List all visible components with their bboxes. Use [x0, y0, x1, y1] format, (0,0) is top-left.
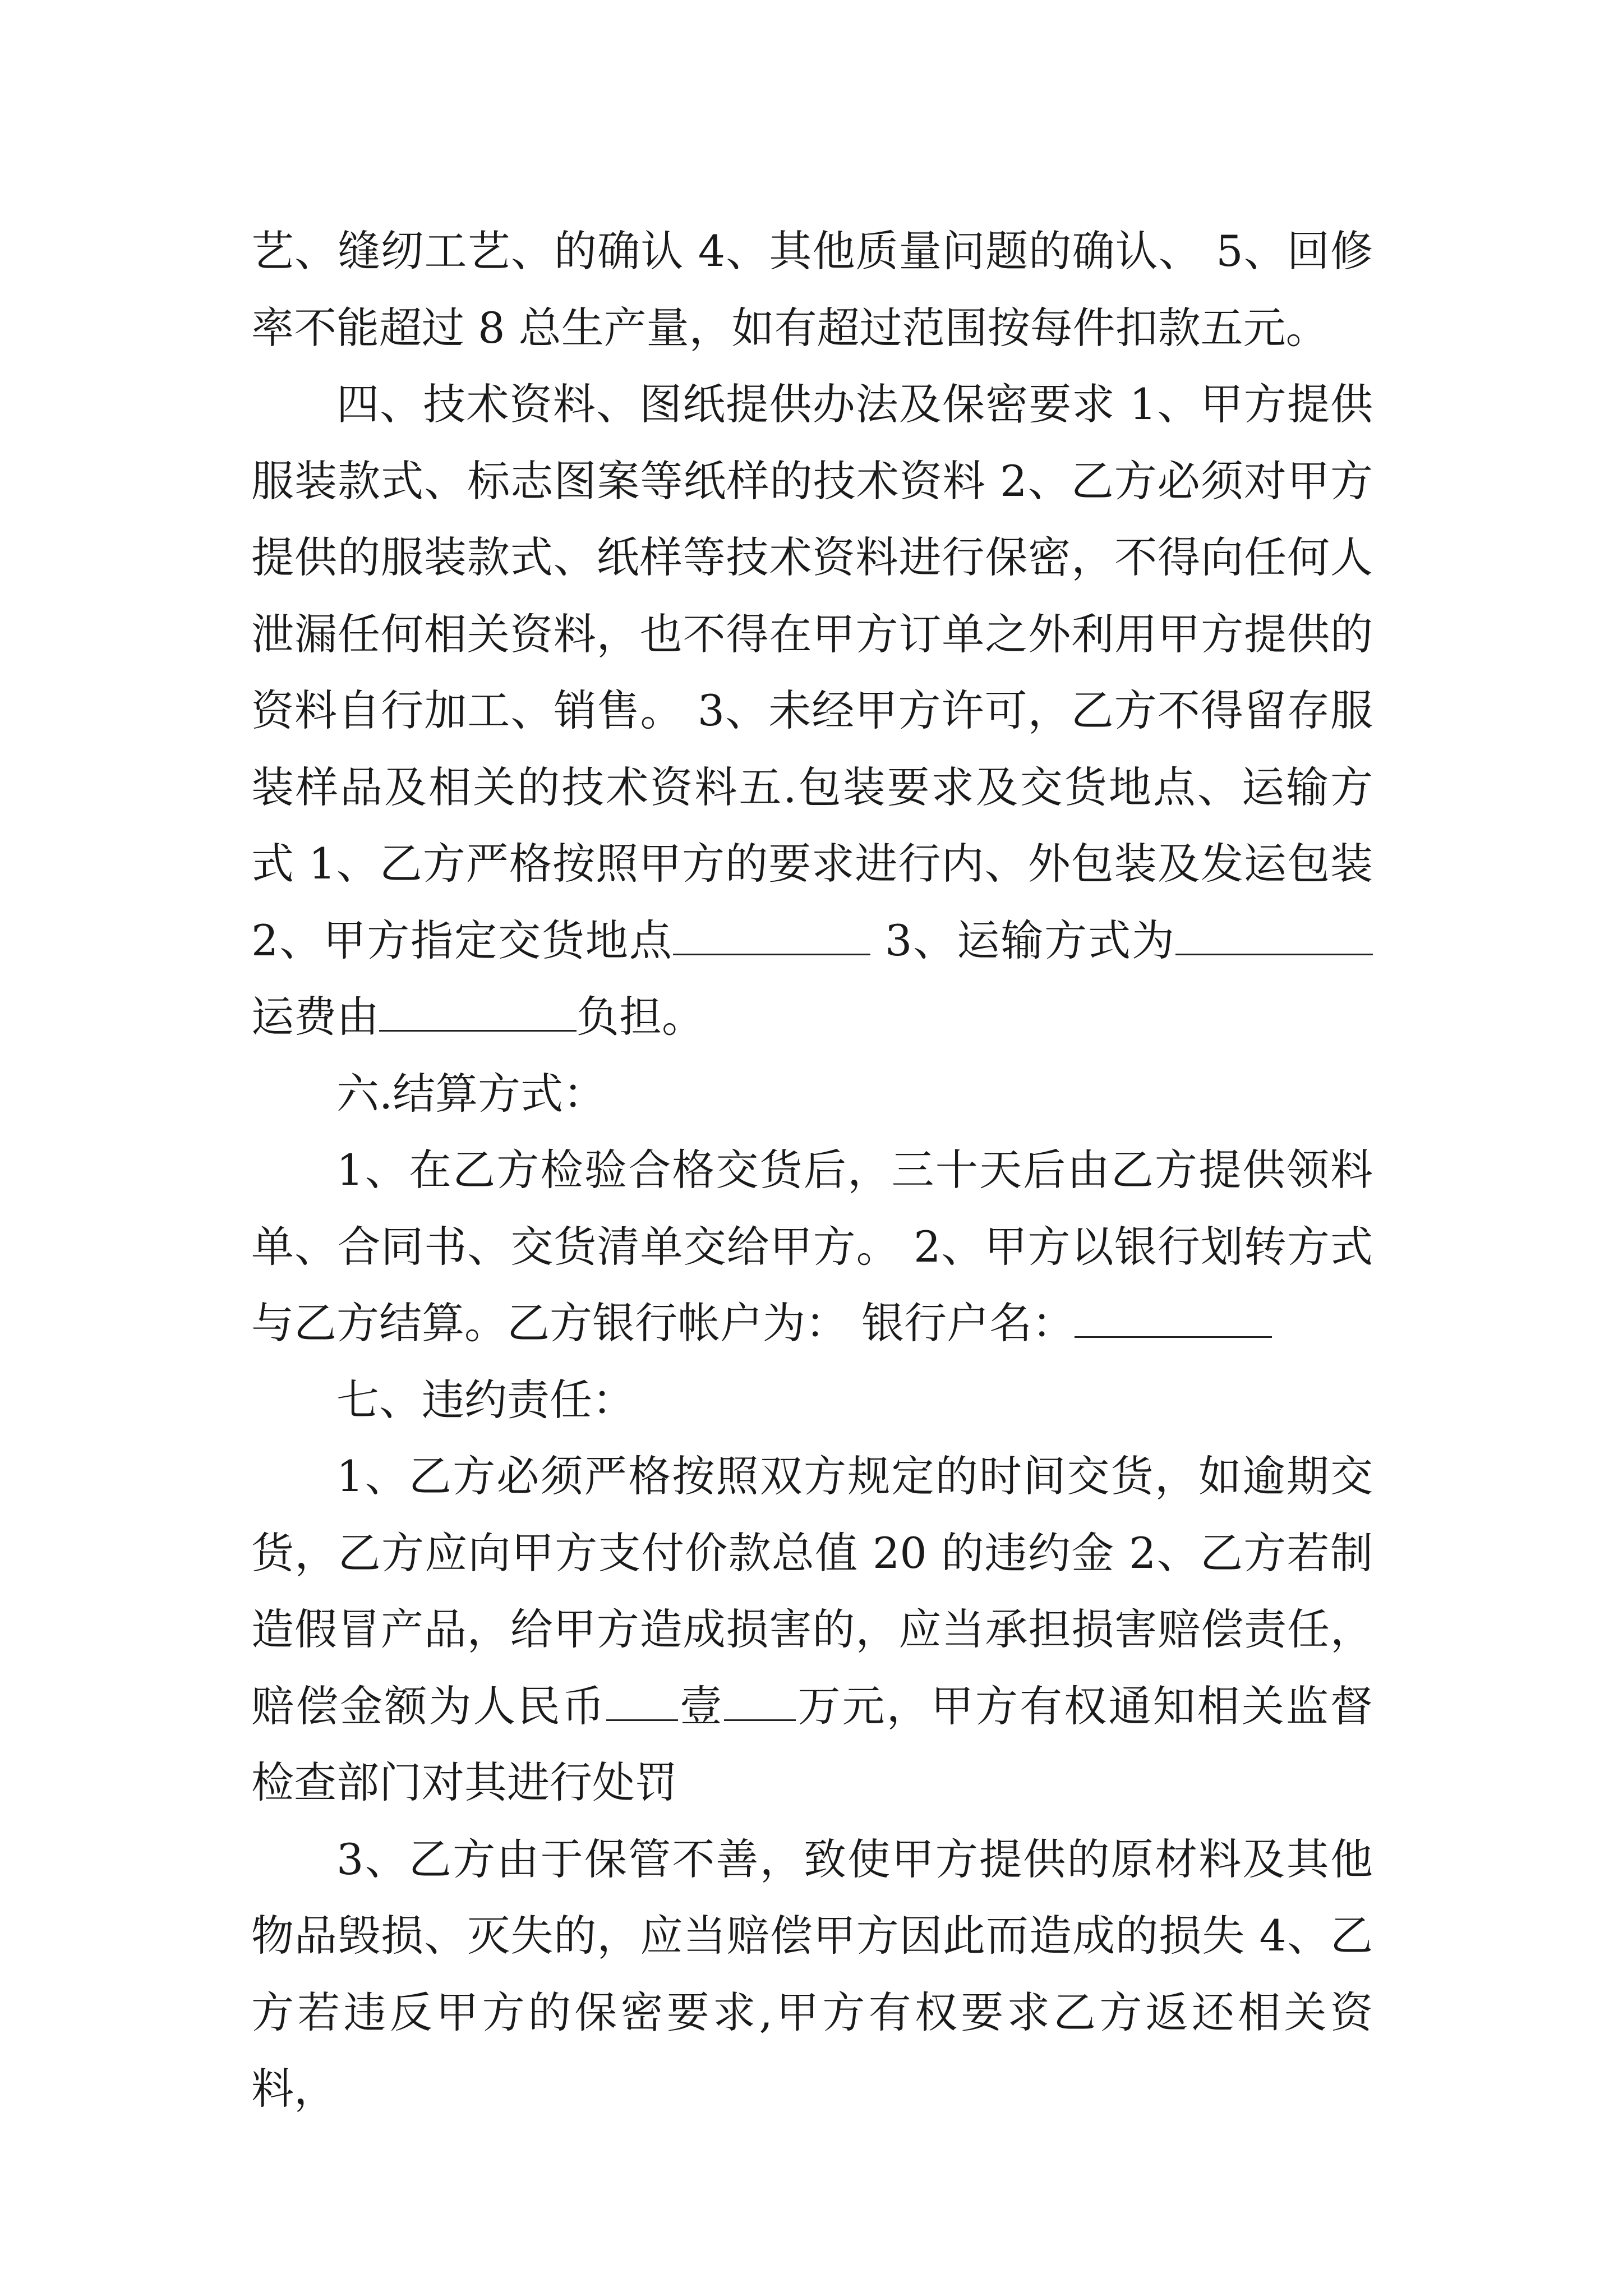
settlement-heading-text: 六.结算方式：: [336, 1068, 606, 1119]
freight-suffix: 负担。: [577, 992, 704, 1042]
liability-heading-text: 七、违约责任：: [336, 1374, 635, 1425]
paragraph-custody: [251, 1821, 1373, 2128]
section-heading-settlement: [251, 1056, 1373, 1133]
paragraph-technical-data: [251, 366, 1373, 1056]
paragraph-quality-text: 艺、缝纫工艺、的确认 4、其他质量问题的确认、 5、回修率不能超过 8 总生产量，如有超过范围按每件扣款五元。: [251, 226, 1373, 353]
delivery-location-blank: [673, 915, 870, 955]
transport-method-blank: [1175, 915, 1373, 955]
liability-text: 1、乙方必须严格按照双方规定的时间交货，如逾期交货，乙方应向甲方支付价款总值 20 的违约金 2、乙方若制造假冒产品，给甲方造成损害的，应当承担损害赔偿责任，赔偿金额为人民币: [251, 1451, 1373, 1731]
amount-value: 壹: [678, 1681, 725, 1731]
amount-blank-right: [724, 1681, 796, 1720]
custody-text: 3、乙方由于保管不善，致使甲方提供的原材料及其他物品毁损、灭失的，应当赔偿甲方因此而造成的损失 4、乙方若违反甲方的保密要求,甲方有权要求乙方返还相关资料，: [251, 1834, 1373, 2114]
liability-text-continued: 万元，甲方有权通知相关监督检查部门对其进行处罚: [251, 1681, 1373, 1807]
freight-payer-blank: [379, 992, 577, 1032]
amount-blank-left: [606, 1681, 678, 1720]
paragraph-settlement: [251, 1132, 1373, 1362]
section-heading-liability: [251, 1362, 1373, 1439]
freight-label: 运费由: [251, 992, 379, 1042]
transport-label: 3、运输方式为: [870, 915, 1175, 965]
bank-account-name-blank: [1075, 1298, 1272, 1338]
technical-data-text: 四、技术资料、图纸提供办法及保密要求 1、甲方提供服装款式、标志图案等纸样的技术资料 2、乙方必须对甲方提供的服装款式、纸样等技术资料进行保密，不得向任何人泄漏任何相关资料，也不得在甲方订单之外利用甲方提供的资料自行加工、销售。 3、未经甲方许可，乙方不得留存服装样品及相关的技术资料五.包装要求及交货地点、运输方式 1、乙方严格按照甲方的要求进行内、外包装及发运包装 2、甲方指定交货地点: [251, 379, 1373, 965]
paragraph-liability: [251, 1438, 1373, 1821]
paragraph-quality: [251, 213, 1373, 366]
document-page: [251, 213, 1373, 2128]
settlement-text: 1、在乙方检验合格交货后，三十天后由乙方提供领料单、合同书、交货清单交给甲方。 2、甲方以银行划转方式与乙方结算。乙方银行帐户为： 银行户名：: [251, 1145, 1373, 1348]
